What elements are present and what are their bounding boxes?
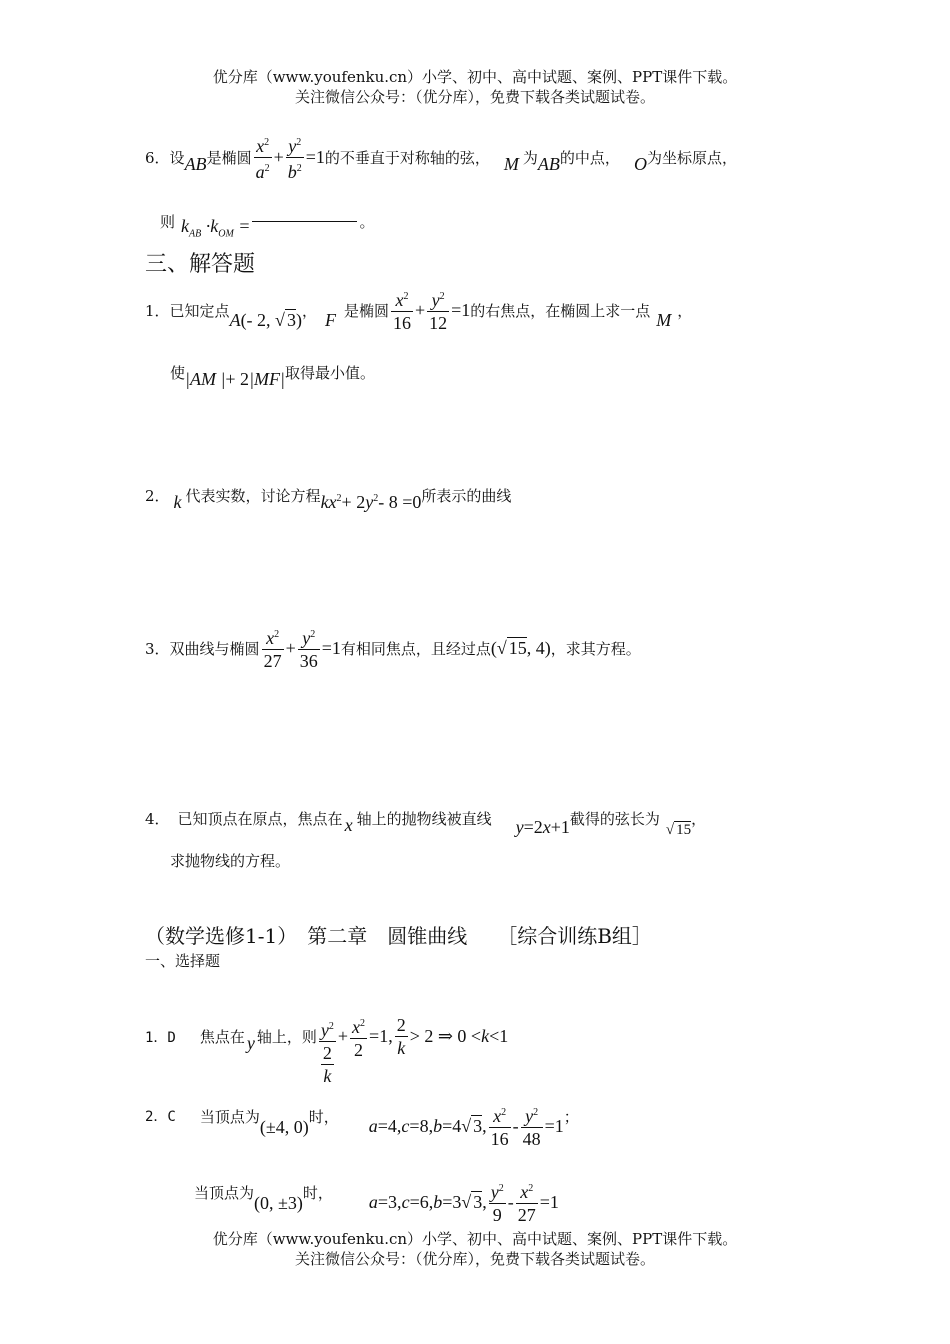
question-6: 6． 设 AB 是椭圆 $\frac{x^2}{a^2}$ + $\frac{y^2}{b^2}$ =1 的不垂直于对称轴的弦， M 为 AB 的中点， O 为坐标原点， [145,132,737,183]
fraction-x2-27-a2: $\frac{x^2}{27}$ [516,1178,538,1226]
problem-3: 3． 双曲线与椭圆 $\frac{x^2}{27}$ + $\frac{y^2}{36}$ =1 有相同焦点，且经过点 (√ 15, 4) ，求其方程。 [145,624,641,672]
header-line-2: 关注微信公众号：（优分库），免费下载各类试题试卷。 [294,88,655,106]
problem-1: 1． 已知定点 A (- 2, √ 3) ， F 是椭圆 $\frac{x^2}{16}$ + $\frac{y^2}{12}$ =1 的右焦点，在椭圆上求一点 M ， [145,286,692,334]
fraction-y2-9: $\frac{y^2}{9}$ [489,1178,506,1226]
fraction-x2-16-a2: $\frac{x^2}{16}$ [489,1102,511,1150]
answers-title: （数学选修1-1） 第二章 圆锥曲线 ［综合训练B组］ [145,924,652,948]
fraction-x2-27: $\frac{x^2}{27}$ [262,624,284,672]
question-6-answer-line: 则 $k_{AB} \cdot k_{OM}$ = 。 [160,213,375,240]
q6-number: 6． [145,149,170,167]
fraction-2-k: $\frac{2}{k}$ [396,1015,406,1058]
answer-1: 1．D 焦点在 y 轴上，则 $y^2$ 2 k + $\frac{x^2}{2}$ =1, $\frac{2}{k}$ > 2 ⇒ 0 < k <1 [145,986,508,1087]
answer-blank [252,221,357,222]
problem-4-line-2: 求抛物线的方程。 [170,852,291,870]
problem-4: 4． 已知顶点在原点，焦点在 x 轴上的抛物线被直线 y =2 x +1 截得的弦长为 √ 15 ， [145,810,707,838]
footer-line-2: 关注微信公众号：（优分库），免费下载各类试题试卷。 [294,1250,655,1268]
fraction-y2-12: $\frac{y^2}{12}$ [427,286,449,334]
section-title-3: 三、解答题 [145,252,256,277]
fraction-y2-2-over-k: $y^2$ 2 k [319,1016,336,1087]
fraction-x2-16: $\frac{x^2}{16}$ [391,286,413,334]
answers-section-1: 一、选择题 [145,952,221,970]
fraction-x2-2: $\frac{x^2}{2}$ [350,1013,367,1061]
fraction-y2-48: $\frac{y^2}{48}$ [521,1102,543,1150]
problem-2: 2． k 代表实数，讨论方程 $kx^2$ + 2 $y^2$ - 8 =0 所表示的曲线 [145,487,512,512]
fraction-x2-a2: $\frac{x^2}{a^2}$ [254,132,272,183]
answer-2-line-2: 当顶点为 (0, ±3) 时， a =3, c =6, b =3√ 3, $\frac{y^2}{9}$ - $\frac{x^2}{27}$ =1 [194,1158,559,1226]
fraction-y2-36: $\frac{y^2}{36}$ [298,624,320,672]
answer-2: 2．C 当顶点为 (±4, 0) 时， a =4, c =8, b =4√ 3, $\frac{x^2}{16}$ - $\frac{y^2}{48}$ =1 ； [145,1082,579,1150]
problem-1-line-2: 使 |AM | + 2 |MF| 取得最小值。 [170,364,375,389]
fraction-y2-b2: $\frac{y^2}{b^2}$ [286,132,304,183]
footer-line-1: 优分库（www.youfenku.cn）小学、初中、高中试题、案例、PPT课件下载。 [212,1230,738,1248]
header-line-1: 优分库（www.youfenku.cn）小学、初中、高中试题、案例、PPT课件下载。 [212,68,738,86]
